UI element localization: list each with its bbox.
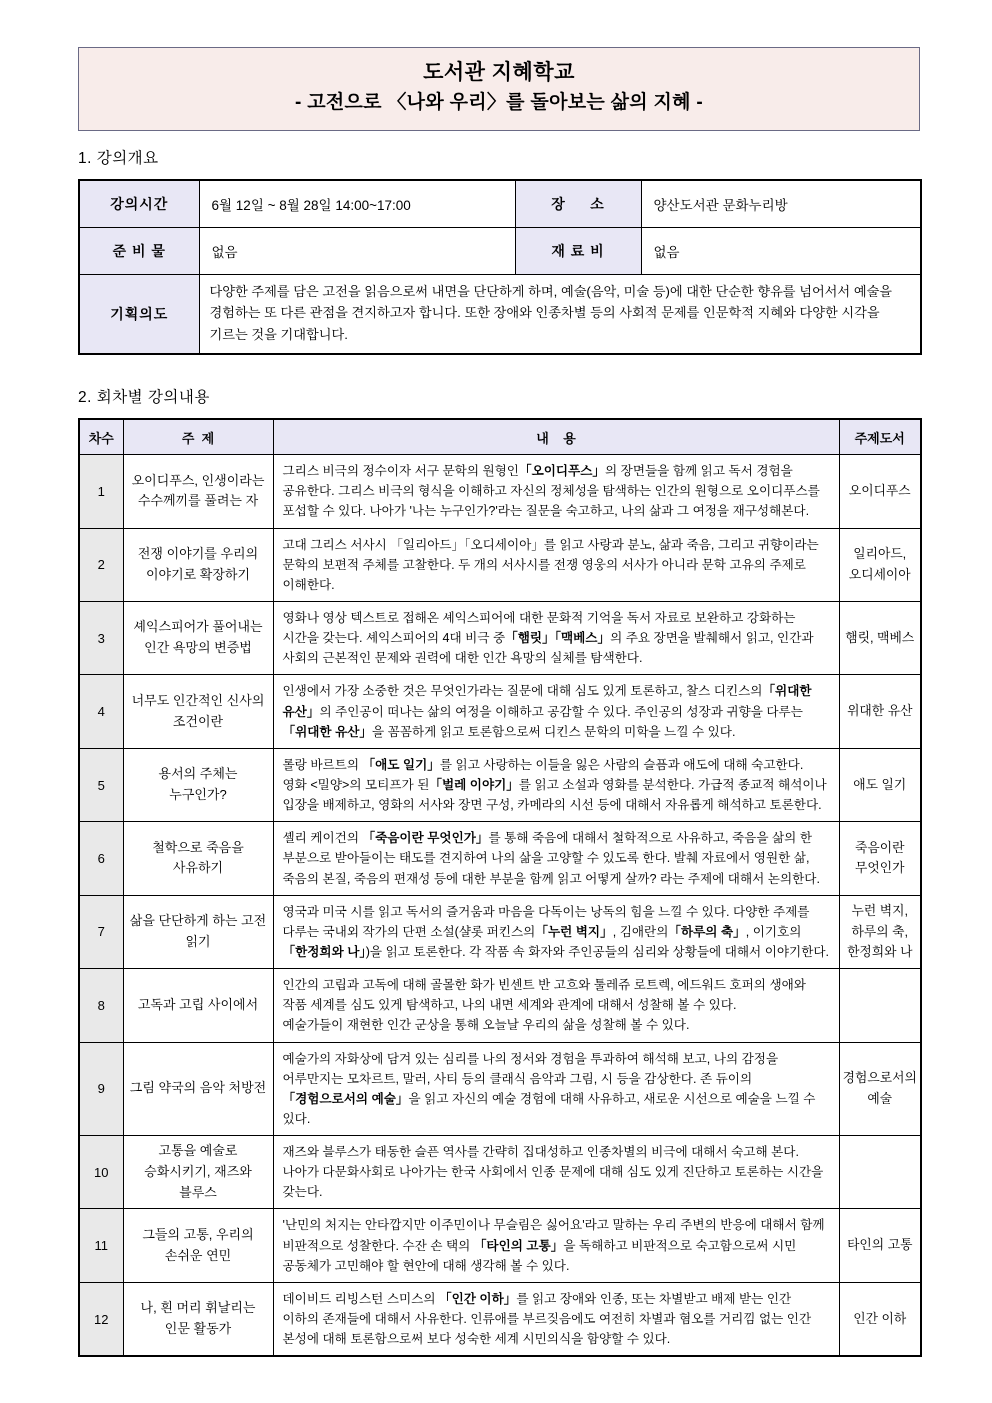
course-row (79, 1136, 921, 1209)
content-segment: 고대 그리스 서사시 「일리아드」「오디세이아」를 읽고 사랑과 분노, 삶과 죽음, 그리고 귀향이라는 문학의 보편적 주체를 고찰한다. 두 개의 서사시를 전쟁 영웅의 서사가 아니라 문학 고유의 주제로 이해한다. (282, 537, 819, 592)
course-row-number: 11 (79, 1209, 123, 1282)
course-row-content (273, 895, 839, 968)
overview-row-materials-fee (79, 228, 921, 275)
content-segment: 롤랑 바르트의 (282, 757, 363, 772)
course-row (79, 1042, 921, 1136)
course-row-topic: 고통을 예술로 승화시키기, 재즈와 블루스 (123, 1136, 273, 1209)
course-header-row (79, 419, 921, 455)
content-segment: 「죽음이란 무엇인가」 (362, 831, 489, 846)
course-row-topic: 전쟁 이야기를 우리의 이야기로 확장하기 (123, 528, 273, 601)
course-header-no: 차수 (79, 419, 123, 455)
content-segment: 를 읽고 사랑하는 이들을 잃은 사람의 슬픔과 애도에 대해 숙고한다. 영화 <밀양>의 모티프가 된 (282, 757, 804, 792)
content-segment: , 이기호의 (745, 924, 802, 939)
course-row-book (839, 969, 921, 1042)
course-row-content (273, 528, 839, 601)
content-segment: 「하루의 축」 (668, 924, 746, 939)
content-segment: 「한정희와 나」 (282, 944, 366, 959)
content-segment: 의 주요 장면을 발췌해서 읽고, 인간과 사회의 근본적인 문제와 권력에 대한 인간 욕망의 실체를 탐색한다. (282, 631, 814, 666)
section-heading-overview: 1. 강의개요 (78, 150, 159, 167)
course-row (79, 601, 921, 674)
course-row-topic: 고독과 고립 사이에서 (123, 969, 273, 1042)
content-segment: 「햄릿」「맥베스」 (505, 631, 611, 646)
course-row (79, 822, 921, 895)
course-row-number: 8 (79, 969, 123, 1042)
overview-value-fee: 없음 (641, 228, 921, 275)
content-segment: 「애도 일기」 (362, 757, 440, 772)
course-row-content (273, 455, 839, 528)
content-segment: 그리스 비극의 정수이자 서구 문학의 원형인 (282, 464, 519, 479)
content-segment: 셸리 케이건의 (282, 831, 363, 846)
course-row-content (273, 748, 839, 821)
overview-value-plan: 다양한 주제를 담은 고전을 읽음으로써 내면을 단단하게 하며, 예술(음악, 미술 등)에 대한 단순한 향유를 넘어서서 예술을 경험하는 또 다른 관점을 견지하고자 합니다. 또한 장애와 인종차별 등의 사회적 문제를 인문학적 지혜와 다양한 시각을 기르는 것을 기대합니다. (199, 275, 921, 355)
course-row-topic: 너무도 인간적인 신사의 조건이란 (123, 675, 273, 748)
course-header-content: 내 용 (273, 419, 839, 455)
course-row-content (273, 1042, 839, 1136)
course-row-number: 5 (79, 748, 123, 821)
course-row-number: 7 (79, 895, 123, 968)
content-segment: 「타인의 고통」 (473, 1238, 564, 1253)
course-row-book: 인간 이하 (839, 1282, 921, 1356)
course-row-number: 1 (79, 455, 123, 528)
course-header-book: 주제도서 (839, 419, 921, 455)
content-segment: '난민의 처지는 안타깝지만 이주민이나 무슬림은 싫어요'라고 말하는 우리 주변의 반응에 대해서 함께 비판적으로 성찰한다. 수잔 손 택의 (282, 1218, 825, 1253)
page-subtitle: - 고전으로 〈나와 우리〉를 돌아보는 삶의 지혜 - (294, 91, 704, 113)
course-row-book: 타인의 고통 (839, 1209, 921, 1282)
overview-label-plan: 기획의도 (79, 275, 199, 355)
overview-label-place: 장 소 (515, 180, 641, 228)
overview-label-time: 강의시간 (79, 180, 199, 228)
overview-value-materials: 없음 (199, 228, 515, 275)
course-row (79, 748, 921, 821)
content-segment: 을 독해하고 비판적으로 숙고함으로써 시민 공동체가 고민해야 할 현안에 대해 생각해 볼 수 있다. (282, 1238, 797, 1273)
content-segment: 「위대한 유산」 (282, 724, 373, 739)
section-heading-course: 2. 회차별 강의내용 (78, 389, 210, 407)
course-row-number: 6 (79, 822, 123, 895)
course-row-topic: 셰익스피어가 풀어내는 인간 욕망의 변증법 (123, 601, 273, 674)
overview-label-fee: 재 료 비 (515, 228, 641, 275)
course-row (79, 675, 921, 748)
course-row-book: 오이디푸스 (839, 455, 921, 528)
course-row-book: 누런 벽지, 하루의 축, 한정희와 나 (839, 895, 921, 968)
content-segment: 영국과 미국 시를 읽고 독서의 즐거움과 마음을 다독이는 낭독의 힘을 느낄 수 있다. 다양한 주제를 다루는 국내외 작가의 단편 소설(샬롯 퍼킨스의 (282, 904, 810, 939)
course-row-topic: 오이디푸스, 인생이라는 수수께끼를 풀려는 자 (123, 455, 273, 528)
course-row-number: 9 (79, 1042, 123, 1136)
content-segment: 「누런 벽지」 (535, 924, 613, 939)
course-row-content (273, 1282, 839, 1356)
course-row (79, 969, 921, 1042)
course-row (79, 528, 921, 601)
overview-label-materials: 준 비 물 (79, 228, 199, 275)
course-row-number: 4 (79, 675, 123, 748)
course-row (79, 1209, 921, 1282)
course-row-book: 위대한 유산 (839, 675, 921, 748)
course-row (79, 1282, 921, 1356)
course-row-book: 햄릿, 맥베스 (839, 601, 921, 674)
course-row-book: 일리아드, 오디세이아 (839, 528, 921, 601)
content-segment: 영화나 영상 텍스트로 접해온 셰익스피어에 대한 문화적 기억을 독서 자료로 보완하고 강화하는 시간을 갖는다. 셰익스피어의 4대 비극 중 (282, 610, 796, 646)
content-segment: 「위대한 유산」 (282, 684, 812, 719)
page-title: 도서관 지혜학교 (423, 61, 575, 84)
course-row (79, 895, 921, 968)
course-row-topic: 그림 약국의 음악 처방전 (123, 1042, 273, 1136)
course-row-book: 죽음이란 무엇인가 (839, 822, 921, 895)
content-segment: 를 통해 죽음에 대해서 철학적으로 사유하고, 죽음을 삶의 한 부분으로 받아들이는 태도를 견지하여 나의 삶을 고양할 수 있도록 한다. 발췌 자료에서 영원한 삶, 죽음의 본질, 죽음의 편재성 등에 대한 부분을 함께 읽고 어떻게 살까? 라는 주제에 대해서 논의한다. (282, 831, 820, 886)
content-segment: 데이비드 리빙스턴 스미스의 (282, 1291, 439, 1306)
course-row-content (273, 675, 839, 748)
course-header-topic: 주 제 (123, 419, 273, 455)
course-row-topic: 용서의 주체는 누구인가? (123, 748, 273, 821)
course-row-topic: 나, 흰 머리 휘날리는 인문 활동가 (123, 1282, 273, 1356)
course-row-content (273, 969, 839, 1042)
content-segment: 의 주인공이 떠나는 삶의 여정을 이해하고 공감할 수 있다. 주인공의 성장과 귀향을 다루는 (319, 704, 803, 719)
content-segment: 를 읽고 소설과 영화를 분석한다. 가급적 종교적 해석이나 입장을 배제하고, 영화의 서사와 장면 구성, 카메라의 시선 등에 대해서 자유롭게 해석하고 토론한다. (282, 777, 827, 813)
course-row-content (273, 1209, 839, 1282)
content-segment: 인간의 고립과 고독에 대해 골몰한 화가 빈센트 반 고흐와 툴레쥬 로트렉, 에드워드 호퍼의 생애와 작품 세계를 심도 있게 탐색하고, 나의 내면 세계와 관계에 대해서 성찰해 볼 수 있다. (282, 978, 806, 1013)
content-segment: 「인간 이하」 (438, 1291, 517, 1306)
course-row-topic: 삶을 단단하게 하는 고전 읽기 (123, 895, 273, 968)
content-segment: 「벌레 이야기」 (429, 777, 519, 792)
course-row-number: 10 (79, 1136, 123, 1209)
course-row-number: 3 (79, 601, 123, 674)
content-segment: 을 꼼꼼하게 읽고 토론함으로써 디킨스 문학의 미학을 느낄 수 있다. (372, 724, 736, 739)
course-row-book (839, 1136, 921, 1209)
content-segment: 예술가들이 재현한 인간 군상을 통해 오늘날 우리의 삶을 성찰해 볼 수 있다. (282, 1018, 690, 1033)
overview-value-place: 양산도서관 문화누리방 (641, 180, 921, 228)
content-segment: 인생에서 가장 소중한 것은 무엇인가라는 질문에 대해 심도 있게 토론하고, 찰스 디킨스의 (282, 684, 763, 699)
course-row-number: 12 (79, 1282, 123, 1356)
course-row-content (273, 601, 839, 674)
page-title-box (78, 47, 920, 131)
content-segment: 를 읽고 장애와 인종, 또는 차별받고 배제 받는 인간 이하의 존재들에 대해서 사유한다. 인류애를 부르짖음에도 여전히 차별과 혐오를 거리낌 없는 인간 본성에 대해 토론함으로써 보다 성숙한 세계 시민의식을 함양할 수 있다. (282, 1291, 812, 1347)
course-row-content (273, 1136, 839, 1209)
content-segment: 재즈와 블루스가 태동한 슬픈 역사를 간략히 집대성하고 인종차별의 비극에 대해서 숙고해 본다. 나아가 다문화사회로 나아가는 한국 사회에서 인종 문제에 대해 심도 있게 진단하고 토론하는 시간을 갖는다. (282, 1145, 824, 1200)
course-row-content (273, 822, 839, 895)
overview-value-time: 6월 12일 ~ 8월 28일 14:00~17:00 (199, 180, 515, 228)
course-row-book: 애도 일기 (839, 748, 921, 821)
course-table-body (79, 455, 921, 1357)
content-segment: 을 읽고 자신의 예술 경험에 대해 사유하고, 새로운 시선으로 예술을 느낄 수 있다. (282, 1091, 816, 1126)
content-segment: 의 장면들을 함께 읽고 독서 경험을 공유한다. 그리스 비극의 형식을 이해하고 자신의 정체성을 탐색하는 인간의 원형으로 오이디푸스를 포섭할 수 있다. 나아가 '나는 누구인가?'라는 질문을 숙고하고, 나의 삶과 그 여정을 재구성해본다. (282, 464, 820, 519)
content-segment: 「오이디푸스」 (518, 464, 605, 479)
content-segment: 예술가의 자화상에 담겨 있는 심리를 나의 정서와 경험을 투과하여 해석해 보고, 나의 감정을 어루만지는 모차르트, 말러, 사티 등의 클래식 음악과 그림, 시 등을 감상한다. 존 듀이의 (282, 1051, 779, 1086)
overview-row-time-place (79, 180, 921, 228)
course-row-number: 2 (79, 528, 123, 601)
course-row-topic: 철학으로 죽음을 사유하기 (123, 822, 273, 895)
content-segment: , 김애란의 (612, 924, 669, 939)
course-table (78, 418, 922, 1357)
course-row (79, 455, 921, 528)
course-row-book: 경험으로서의 예술 (839, 1042, 921, 1136)
content-segment: )을 읽고 토론한다. 각 작품 속 화자와 주인공들의 심리와 상황들에 대해서 이야기한다. (365, 944, 830, 959)
overview-row-plan (79, 275, 921, 355)
content-segment: 「경험으로서의 예술」 (282, 1091, 409, 1106)
course-row-topic: 그들의 고통, 우리의 손쉬운 연민 (123, 1209, 273, 1282)
overview-table (78, 179, 922, 355)
